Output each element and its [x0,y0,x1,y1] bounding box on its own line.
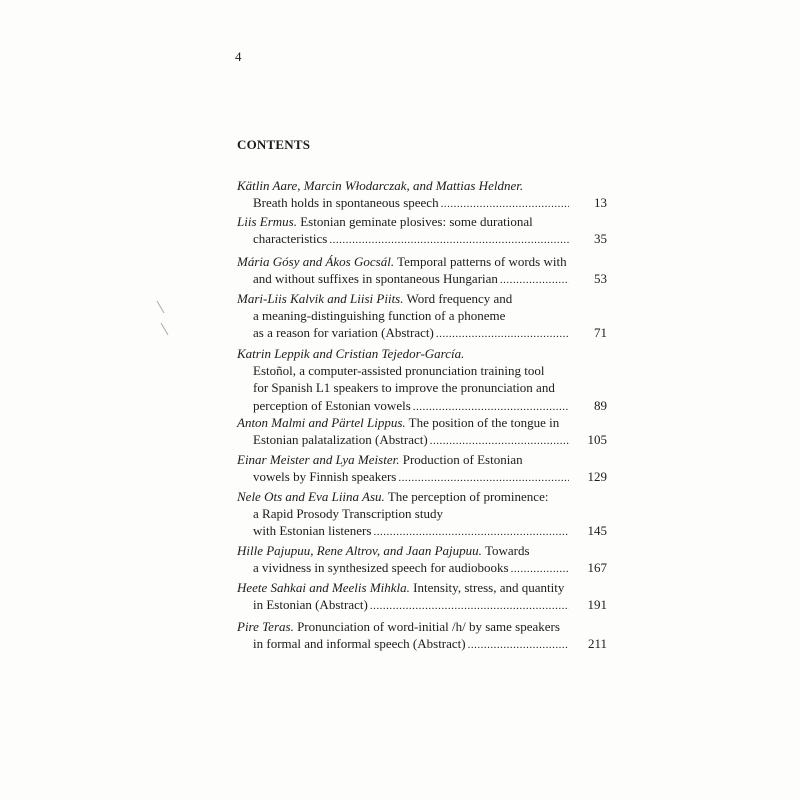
dot-leader [373,524,569,541]
toc-entry-title: Intensity, stress, and quantity [413,580,565,595]
toc-entry-authors: Mária Gósy and Ákos Gocsál. [237,254,395,269]
toc-entry-last-line [237,431,607,450]
scan-mark [157,301,165,314]
toc-entry-first-line [237,542,607,559]
dot-leader [329,232,569,249]
toc-entry-last-line [237,230,607,249]
toc-entry [237,414,607,450]
toc-entry-title: Estonian geminate plosives: some durational [300,214,533,229]
toc-entry [237,253,607,289]
toc-entry-last-line [237,596,607,615]
toc-entry-page-number: 191 [587,597,607,613]
toc-entry-last-line [237,522,607,541]
dot-leader [511,561,569,578]
toc-entry-authors: Anton Malmi and Pärtel Lippus. [237,415,406,430]
toc-entry-last-line [237,324,607,343]
dot-leader [500,272,569,289]
dot-leader [441,196,569,213]
toc-entry-first-line [237,488,607,505]
toc-entry-title-end: Breath holds in spontaneous speech [253,195,439,211]
toc-entry-title: Word frequency and [406,291,513,306]
dot-leader [370,598,569,615]
toc-entry-page-number: 13 [594,195,607,211]
toc-entry-title: Towards [484,543,530,558]
toc-entry-title-end: in Estonian (Abstract) [253,597,368,613]
toc-entry-title-end: vowels by Finnish speakers [253,469,397,485]
toc-entry-title: Production of Estonian [402,452,523,467]
toc-entry-title-end: and without suffixes in spontaneous Hungarian [253,271,498,287]
toc-entry-first-line [237,414,607,431]
toc-entry-authors: Liis Ermus. [237,214,297,229]
toc-entry-last-line [237,559,607,578]
toc-entry-title: Temporal patterns of words with [397,254,567,269]
toc-entry-first-line [237,177,607,194]
toc-entry-title: Pronunciation of word-initial /h/ by same speakers [297,619,560,634]
toc-entry-title: The position of the tongue in [408,415,560,430]
toc-entry-title-end: as a reason for variation (Abstract) [253,325,434,341]
toc-entry-page-number: 71 [594,325,607,341]
toc-entry-last-line [237,270,607,289]
toc-entry-title: The perception of prominence: [387,489,549,504]
toc-entry [237,345,607,416]
toc-entry [237,290,607,344]
toc-entry [237,618,607,654]
toc-entry-authors: Kätlin Aare, Marcin Włodarczak, and Mattias Heldner. [237,178,524,193]
toc-entry-title-end: Estonian palatalization (Abstract) [253,432,428,448]
toc-entry-authors: Katrin Leppik and Cristian Tejedor-García. [237,346,465,361]
toc-entry-title-line: a Rapid Prosody Transcription study [253,506,443,522]
toc-entry-title-end: in formal and informal speech (Abstract) [253,636,466,652]
toc-entry-title-end: perception of Estonian vowels [253,397,411,413]
toc-entry-page-number: 129 [587,469,607,485]
toc-entry-page-number: 145 [587,523,607,539]
toc-entry-page-number: 35 [594,231,607,247]
toc-entry-authors: Mari-Liis Kalvik and Liisi Piits. [237,291,404,306]
toc-entry-first-line [237,345,607,362]
dot-leader [468,637,569,654]
toc-entry-first-line [237,290,607,307]
toc-entry-last-line [237,194,607,213]
toc-entry [237,488,607,542]
toc-entry-page-number: 53 [594,271,607,287]
scan-mark [161,323,169,336]
toc-entry-title-line: for Spanish L1 speakers to improve the pronunciation and [253,380,555,396]
toc-entry-title-line: a meaning-distinguishing function of a phoneme [253,308,506,324]
toc-entry-last-line [237,468,607,487]
page-number: 4 [235,49,242,64]
toc-entry-last-line [237,397,607,416]
toc-entry-page-number: 105 [587,432,607,448]
toc-entry-first-line [237,253,607,270]
toc-entry-page-number: 211 [587,636,607,652]
toc-entry [237,213,607,249]
toc-entry-title-end: with Estonian listeners [253,523,372,539]
dot-leader [430,433,569,450]
toc-entry-authors: Nele Ots and Eva Liina Asu. [237,489,385,504]
toc-entry-authors: Heete Sahkai and Meelis Mihkla. [237,580,410,595]
toc-entry-first-line [237,579,607,596]
toc-entry-first-line [237,213,607,230]
contents-heading: CONTENTS [237,137,311,152]
toc-entry-page-number: 89 [594,397,607,413]
toc-entry [237,177,607,213]
toc-entry-title-end: characteristics [253,231,328,247]
toc-entry-authors: Hille Pajupuu, Rene Altrov, and Jaan Pajupuu. [237,543,482,558]
toc-entry [237,451,607,487]
dot-leader [436,326,569,343]
toc-entry-first-line [237,451,607,468]
toc-entry-authors: Einar Meister and Lya Meister. [237,452,400,467]
toc-entry-page-number: 167 [587,560,607,576]
toc-entry-last-line [237,635,607,654]
toc-entry-title-line: Estoñol, a computer-assisted pronunciation training tool [253,363,545,379]
dot-leader [398,470,569,487]
toc-entry-first-line [237,618,607,635]
toc-entry-title-end: a vividness in synthesized speech for audiobooks [253,560,509,576]
toc-entry-authors: Pire Teras. [237,619,294,634]
toc-entry [237,542,607,578]
toc-entry [237,579,607,615]
